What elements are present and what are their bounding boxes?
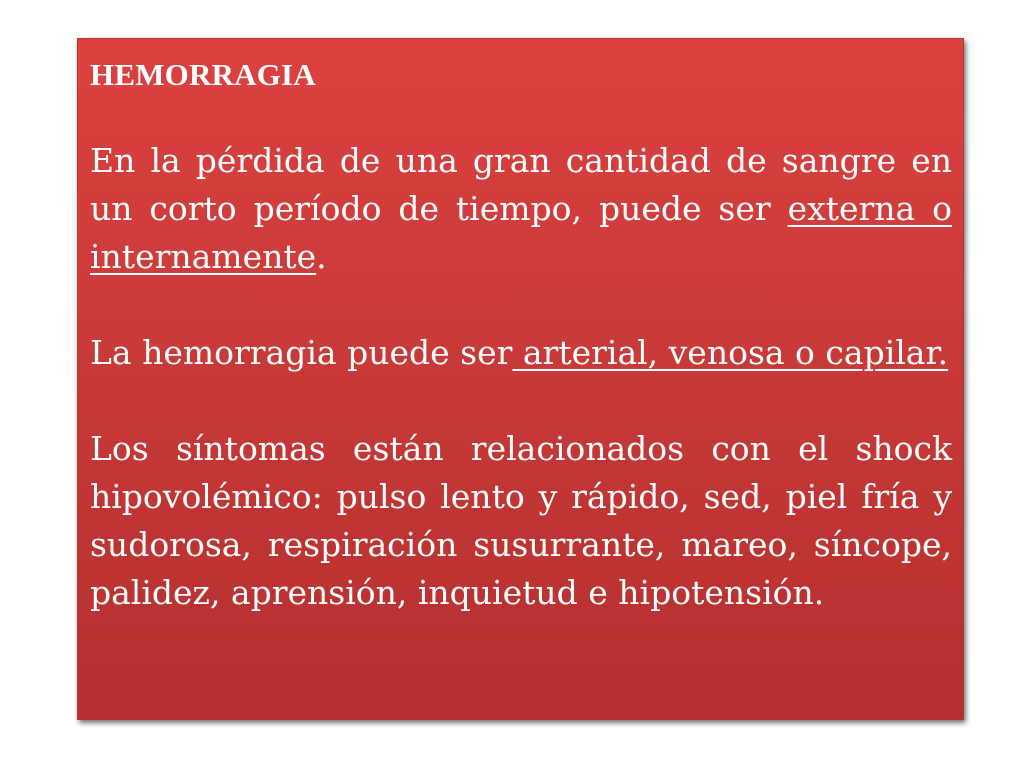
paragraph-symptoms: Los síntomas están relacionados con el shock hipovolémico: pulso lento y rápido, sed, piel fría y sudorosa, respiración susurrante, mareo, síncope, palidez, aprensión, inquietud e hipotensión. [90, 429, 952, 612]
paragraph-definition-end: . [316, 237, 327, 276]
slide-title: HEMORRAGIA [90, 57, 316, 92]
paragraph-types-text: La hemorragia puede ser [90, 333, 513, 372]
paragraph-definition [90, 137, 952, 281]
paragraph-types [90, 329, 952, 377]
paragraph-definition-text: En la pérdida de una gran cantidad de sangre en un corto período de tiempo, puede ser [90, 141, 952, 228]
paragraph-definition-underlined: externa o internamente [90, 189, 952, 276]
content-box [77, 38, 964, 720]
paragraph-types-underlined: arterial, venosa o capilar. [512, 333, 949, 372]
